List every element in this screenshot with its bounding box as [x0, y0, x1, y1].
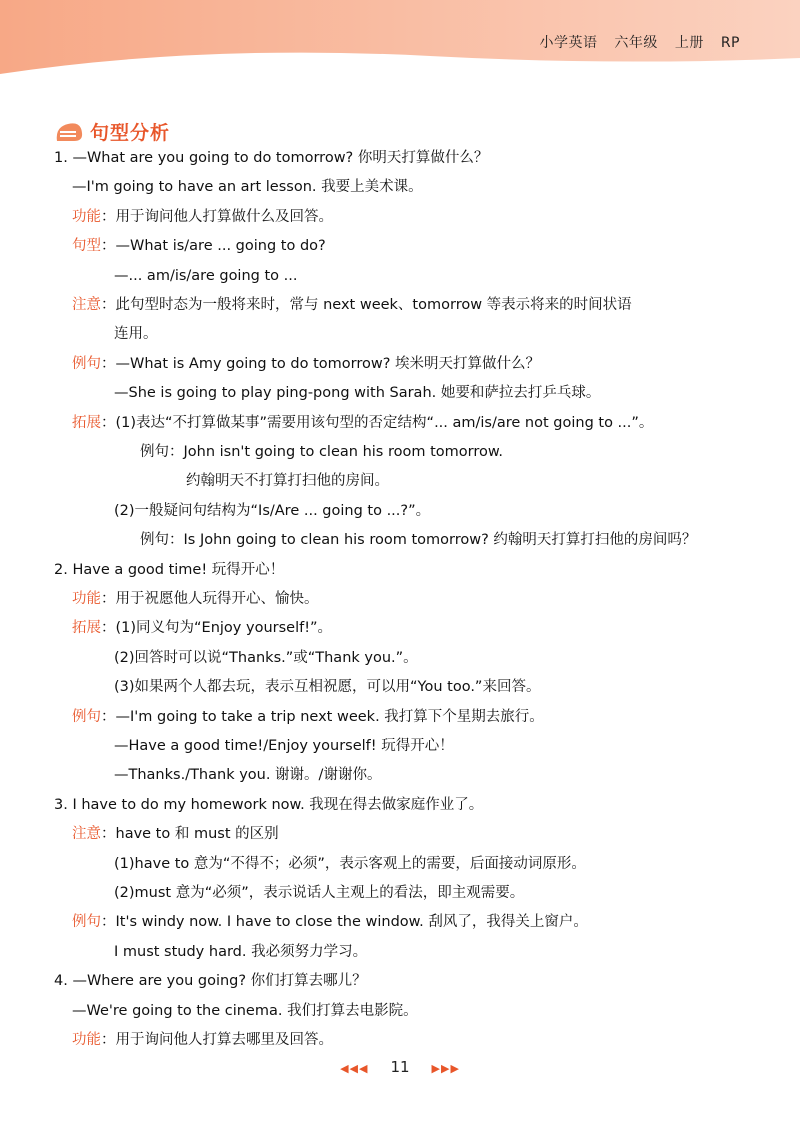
line-label: 例句 [72, 708, 101, 725]
line-text: ：—What is Amy going to do tomorrow? 埃米明天打算做什么？ [101, 355, 541, 372]
line-text: (3)如果两个人都去玩，表示互相祝愿，可以用“You too.”来回答。 [114, 679, 541, 696]
line-text: (1)have to 意为“不得不；必须”，表示客观上的需要，后面接动词原形。 [114, 855, 586, 872]
line-text: ：It's windy now. I have to close the window. 刮风了，我得关上窗户。 [101, 914, 588, 931]
right-arrows-icon: ▶▶▶ [431, 1062, 460, 1075]
text-line [72, 618, 332, 638]
section-badge-icon [54, 121, 84, 143]
text-line [72, 1001, 418, 1021]
line-text: 3. I have to do my homework now. 我现在得去做家庭作业了。 [54, 796, 484, 813]
line-text: ：此句型时态为一般将来时，常与 next week、tomorrow 等表示将来的时间状语 [101, 297, 632, 313]
line-text: ：—I'm going to take a trip next week. 我打算下个星期去旅行。 [101, 708, 544, 725]
text-line [72, 413, 653, 433]
text-line [72, 912, 588, 932]
left-arrows-icon: ◀◀◀ [340, 1062, 369, 1075]
text-line [54, 971, 367, 991]
text-line [72, 707, 544, 727]
line-label: 拓展 [72, 414, 101, 431]
header-subject: 小学英语 [539, 35, 598, 51]
line-text: 4. —Where are you going? 你们打算去哪儿？ [54, 973, 367, 990]
line-text: I must study hard. 我必须努力学习。 [114, 943, 368, 960]
header-volume: 上册 [674, 35, 704, 51]
text-line [114, 677, 540, 697]
text-line [72, 1030, 333, 1050]
line-text: —Have a good time!/Enjoy yourself! 玩得开心！ [114, 738, 454, 754]
line-label: 拓展 [72, 620, 101, 637]
line-label: 例句 [72, 914, 101, 931]
text-line [114, 266, 297, 286]
text-line [140, 442, 503, 462]
line-label: 功能 [72, 1032, 101, 1048]
line-text: —... am/is/are going to ... [114, 267, 298, 284]
line-text: 约翰明天不打算打扫他的房间。 [186, 473, 389, 490]
line-text: 1. —What are you going to do tomorrow? 你明天打算做什么？ [54, 150, 489, 166]
line-text: —She is going to play ping-pong with Sarah. 她要和萨拉去打乒乓球。 [114, 385, 601, 402]
header-grade: 六年级 [614, 35, 658, 51]
line-label: 注意 [72, 826, 101, 843]
text-line [114, 383, 600, 403]
text-line [54, 148, 488, 168]
line-text: ：用于祝愿他人玩得开心、愉快。 [101, 591, 319, 607]
section-heading [54, 118, 170, 145]
line-text: ：have to 和 must 的区别 [101, 826, 279, 843]
line-text: (2)must 意为“必须”，表示说话人主观上的看法，即主观需要。 [114, 885, 525, 901]
text-line [72, 295, 632, 315]
text-line [186, 471, 389, 491]
text-line [72, 824, 279, 844]
line-text: 例句：John isn't going to clean his room tomorrow. [140, 444, 503, 460]
line-label: 功能 [72, 591, 101, 607]
line-label: 功能 [72, 208, 101, 225]
line-text: 例句：Is John going to clean his room tomorrow? 约翰明天打算打扫他的房间吗？ [140, 532, 697, 549]
text-line [72, 354, 540, 374]
text-line [114, 883, 524, 903]
line-label: 例句 [72, 355, 101, 372]
header-edition: RP [720, 35, 740, 51]
line-text: (2)回答时可以说“Thanks.”或“Thank you.”。 [114, 649, 418, 666]
line-text: ：—What is/are ... going to do? [101, 238, 326, 255]
text-line [72, 177, 423, 197]
page-number: 11 [390, 1058, 410, 1076]
text-line [114, 765, 381, 785]
line-text: 连用。 [114, 326, 158, 343]
header-info [527, 32, 740, 52]
section-title: 句型分析 [90, 122, 171, 144]
text-line [114, 648, 418, 668]
line-text: ：用于询问他人打算去哪里及回答。 [101, 1032, 333, 1048]
line-text: ：(1)同义句为“Enjoy yourself!”。 [101, 620, 333, 637]
text-line [114, 736, 454, 756]
text-line [54, 560, 284, 580]
text-line [72, 589, 319, 609]
page-footer [0, 1058, 800, 1076]
line-label: 注意 [72, 297, 101, 313]
line-text: ：用于询问他人打算做什么及回答。 [101, 208, 333, 225]
text-line [114, 942, 367, 962]
line-text: —Thanks./Thank you. 谢谢。/谢谢你。 [114, 767, 382, 784]
text-line [114, 854, 586, 874]
line-text: —We're going to the cinema. 我们打算去电影院。 [72, 1002, 418, 1019]
line-text: —I'm going to have an art lesson. 我要上美术课。 [72, 179, 423, 196]
line-text: ：(1)表达“不打算做某事”需要用该句型的否定结构“... am/is/are not going to ...”。 [101, 414, 654, 431]
text-line [54, 795, 483, 815]
line-text: 2. Have a good time! 玩得开心！ [54, 561, 285, 578]
text-line [72, 236, 326, 256]
line-label: 句型 [72, 238, 101, 255]
text-line [114, 501, 430, 521]
text-line [140, 530, 696, 550]
text-line [114, 324, 158, 344]
line-text: (2)一般疑问句结构为“Is/Are ... going to ...?”。 [114, 502, 431, 519]
text-line [72, 207, 333, 227]
